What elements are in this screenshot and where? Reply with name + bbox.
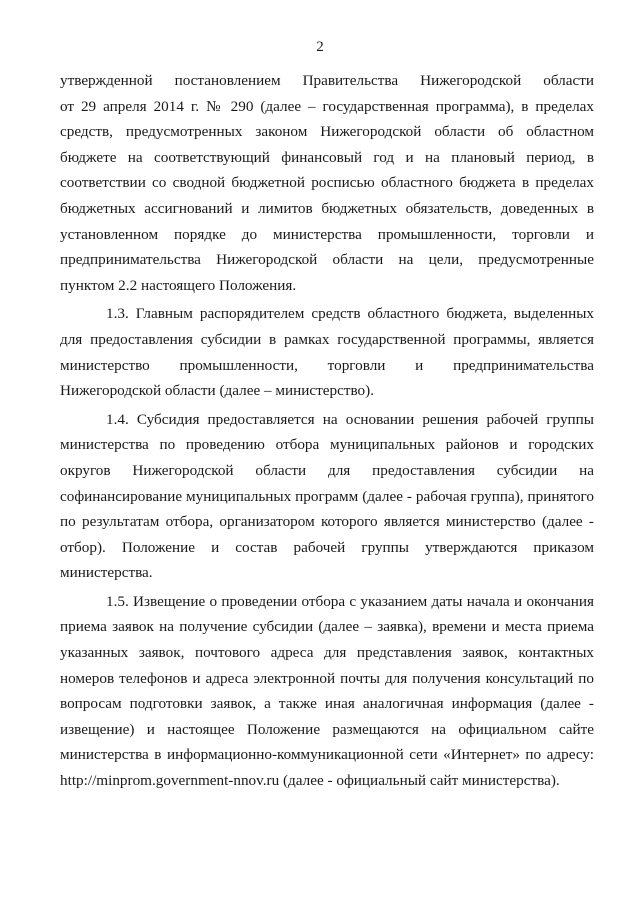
text-line: по результатам отбора, организатором которого является министерство (далее - bbox=[60, 513, 594, 531]
text-line: от 29 апреля 2014 г. № 290 (далее – государственная программа), в пределах bbox=[60, 97, 594, 115]
text-line: http://minprom.government-nnov.ru (далее - официальный сайт министерства). bbox=[60, 772, 560, 790]
text-line: установленном порядке до министерства промышленности, торговли и bbox=[60, 225, 594, 243]
text-line: министерство промышленности, торговли и предпринимательства bbox=[60, 356, 594, 374]
text-line: 1.4. Субсидия предоставляется на основании решения рабочей группы bbox=[106, 410, 594, 428]
text-line: бюджетных ассигнований и лимитов бюджетных обязательств, доведенных в bbox=[60, 199, 594, 217]
text-line: указанных заявок, почтового адреса для представления заявок, контактных bbox=[60, 644, 594, 662]
text-line: приема заявок на получение субсидии (далее – заявка), времени и места приема bbox=[60, 618, 594, 636]
text-line: предпринимательства Нижегородской области на цели, предусмотренные bbox=[60, 251, 594, 269]
text-line: министерства в информационно-коммуникационной сети «Интернет» по адресу: bbox=[60, 746, 594, 764]
document-body bbox=[60, 68, 594, 794]
text-line: отбор). Положение и состав рабочей группы утверждаются приказом bbox=[60, 538, 594, 556]
text-line: министерства по проведению отбора муниципальных районов и городских bbox=[60, 436, 594, 454]
text-line: софинансирование муниципальных программ (далее - рабочая группа), принятого bbox=[60, 487, 594, 505]
text-line: 1.5. Извещение о проведении отбора с указанием даты начала и окончания bbox=[106, 592, 594, 610]
text-line: вопросам подготовки заявок, а также иная аналогичная информация (далее - bbox=[60, 695, 594, 713]
text-line: для предоставления субсидии в рамках государственной программы, является bbox=[60, 330, 594, 348]
text-line: извещение) и настоящее Положение размещаются на официальном сайте bbox=[60, 720, 594, 738]
text-line: утвержденной постановлением Правительства Нижегородской области bbox=[60, 72, 594, 89]
text-line: соответствии со сводной бюджетной росписью областного бюджета в пределах bbox=[60, 174, 594, 192]
text-line: номеров телефонов и адреса электронной почты для получения консультаций по bbox=[60, 669, 594, 687]
paragraph-1-3 bbox=[60, 301, 594, 403]
paragraph-1-5 bbox=[60, 589, 594, 794]
text-line: округов Нижегородской области для предоставления субсидии на bbox=[60, 461, 594, 479]
text-line: средств, предусмотренных законом Нижегородской области об областном bbox=[60, 123, 594, 141]
text-line: Нижегородской области (далее – министерство). bbox=[60, 382, 374, 400]
page-number: 2 bbox=[316, 39, 324, 55]
text-line: министерства. bbox=[60, 564, 153, 582]
paragraph-1-4 bbox=[60, 407, 594, 586]
text-line: 1.3. Главным распорядителем средств областного бюджета, выделенных bbox=[106, 305, 594, 323]
text-line: бюджете на соответствующий финансовый год и на плановый период, в bbox=[60, 148, 594, 166]
paragraph-continuation bbox=[60, 68, 594, 298]
text-line: пунктом 2.2 настоящего Положения. bbox=[60, 276, 297, 294]
